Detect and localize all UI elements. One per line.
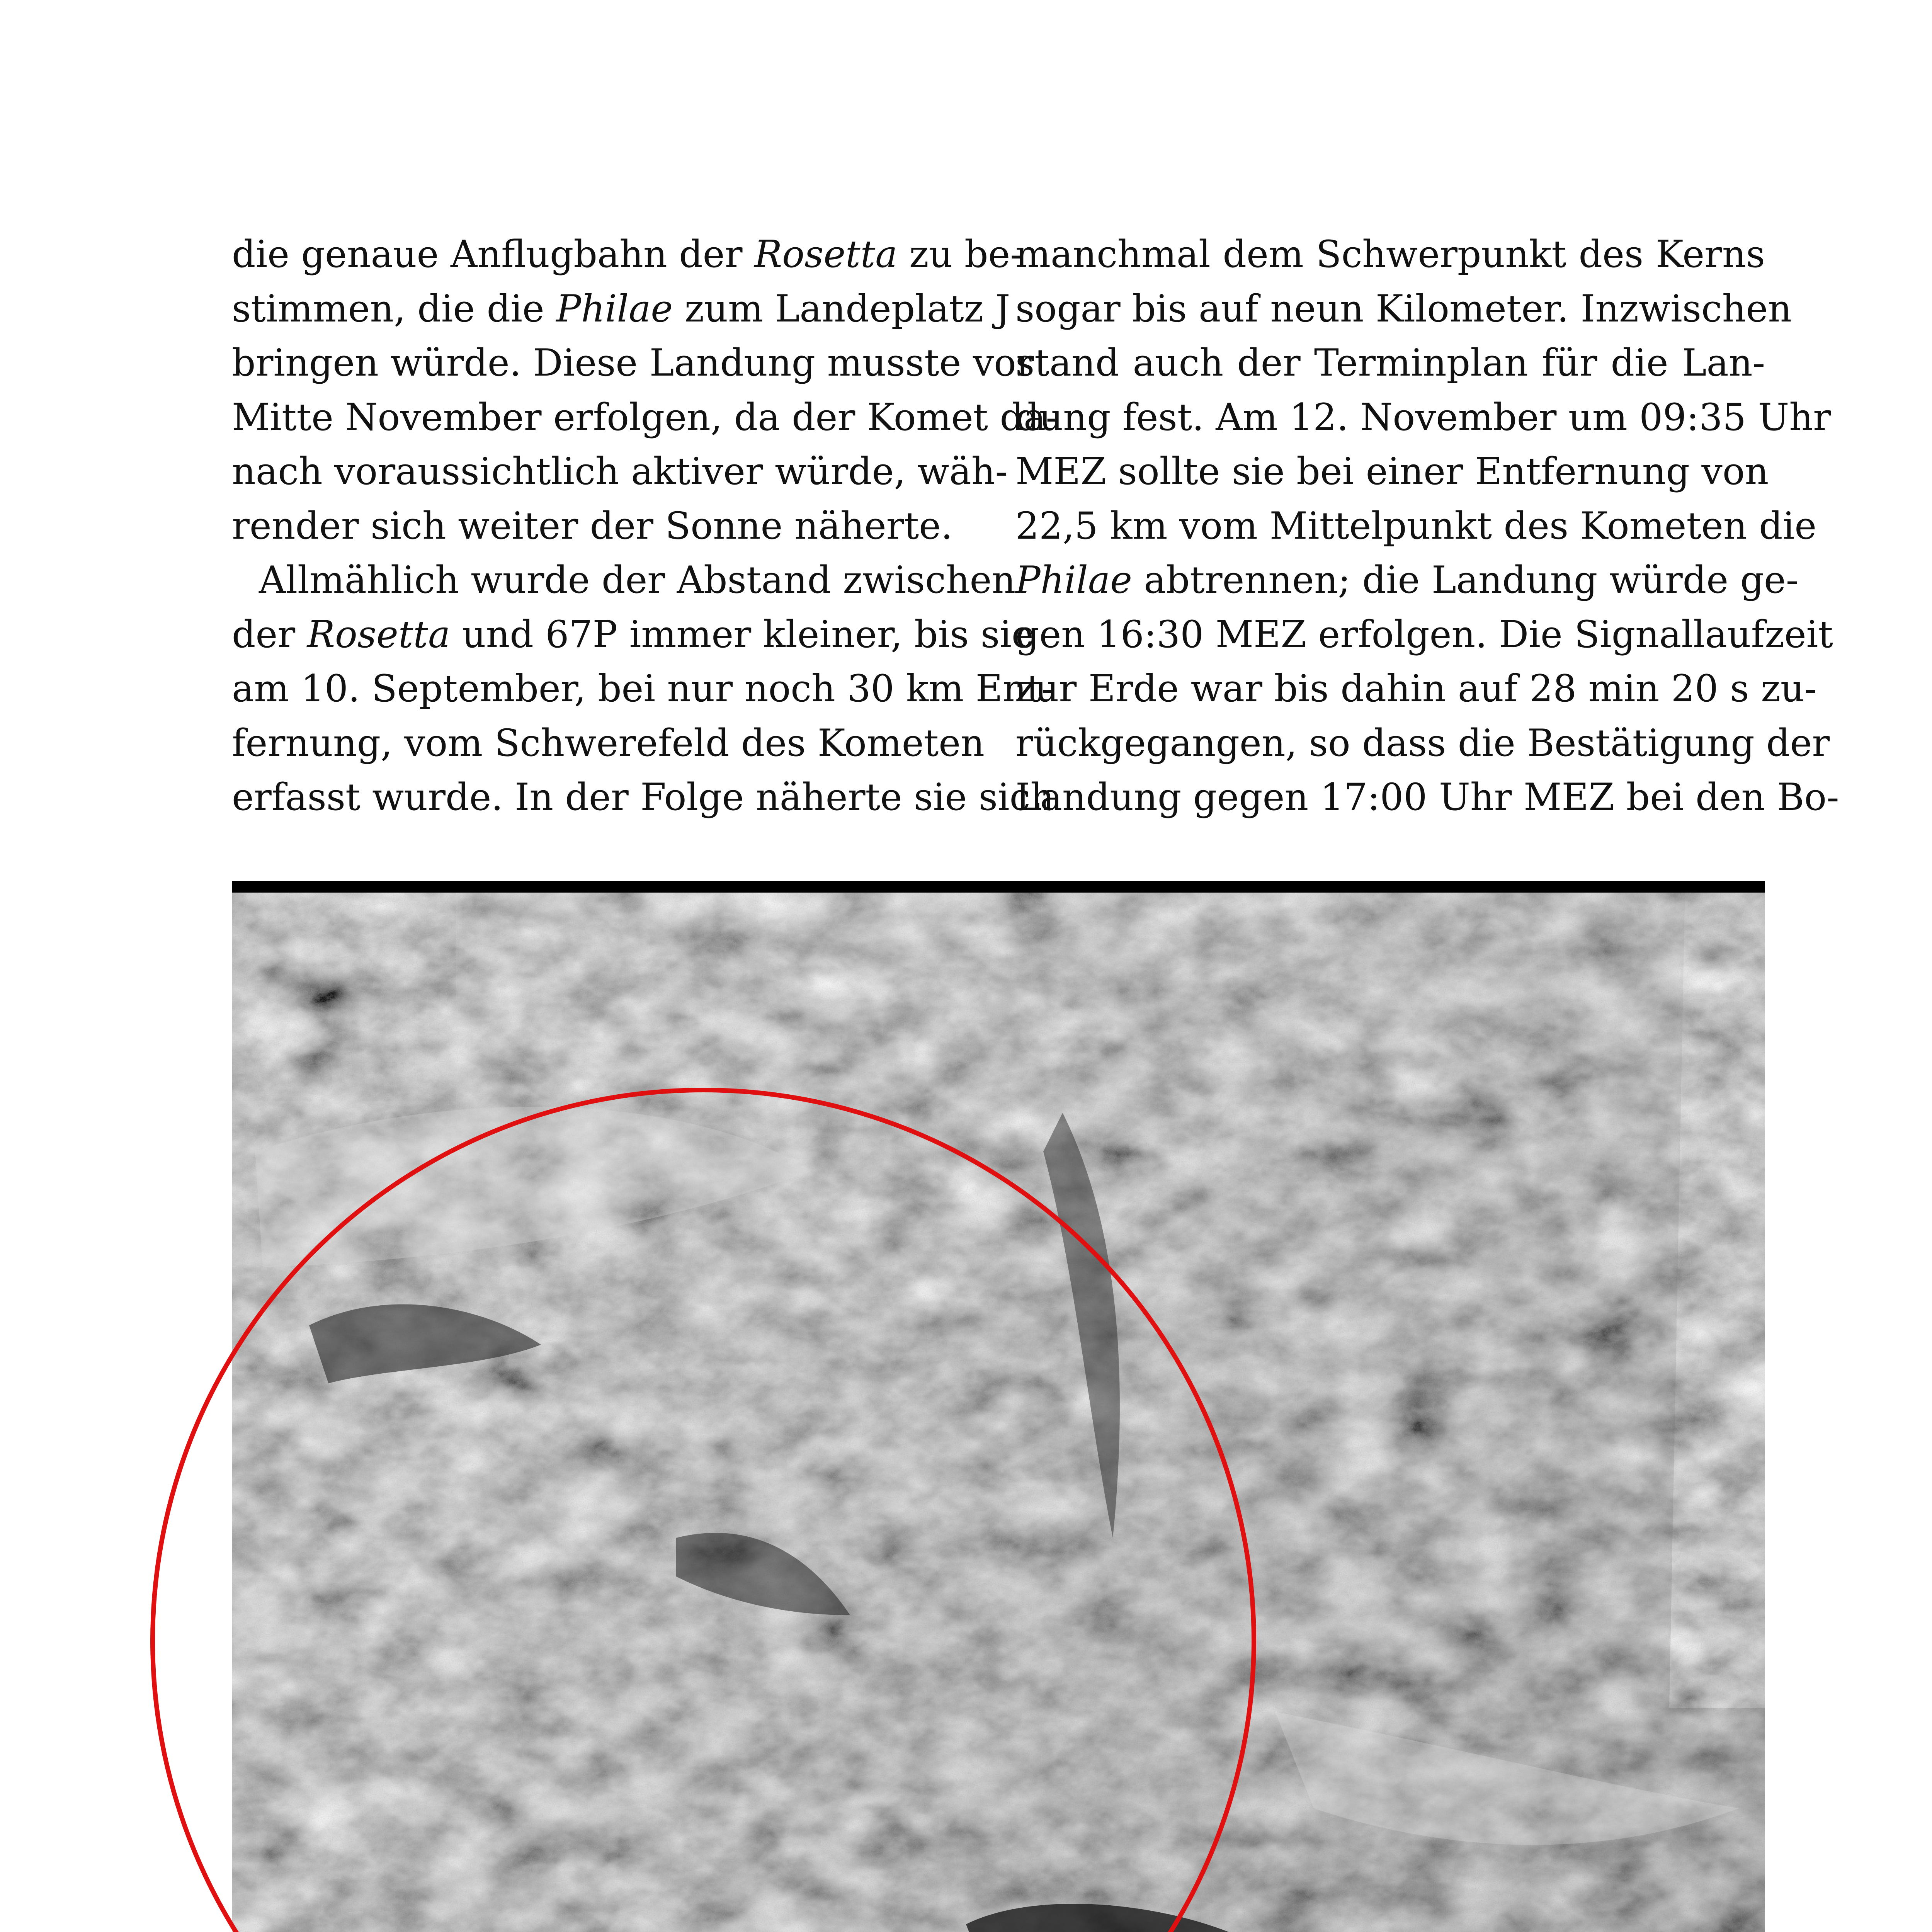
text-line: erfasst wurde. In der Folge näherte sie sich [232, 776, 1054, 819]
text-line: 22,5 km vom Mittelpunkt des Kometen die [1015, 504, 1817, 548]
text-line: Mitte November erfolgen, da der Komet da- [232, 395, 1058, 439]
text-line: stimmen, die die Philae zum Landeplatz J [232, 287, 1010, 330]
text-line: rückgegangen, so dass die Bestätigung der [1015, 721, 1830, 765]
text-line: stand auch der Terminplan für die Lan- [1015, 341, 1765, 384]
text-line: bringen würde. Diese Landung musste vor [232, 341, 1034, 384]
text-line: die genaue Anflugbahn der Rosetta zu be- [232, 233, 1023, 276]
text-line: MEZ sollte sie bei einer Entfernung von [1015, 450, 1769, 493]
text-line: der Rosetta und 67P immer kleiner, bis sie [232, 612, 1034, 656]
text-line: zur Erde war bis dahin auf 28 min 20 s zu- [1015, 667, 1817, 710]
comet-surface-photo [232, 881, 1765, 1932]
text-line: am 10. September, bei nur noch 30 km Ent- [232, 667, 1054, 710]
text-line: dung fest. Am 12. November um 09:35 Uhr [1015, 395, 1831, 439]
comet-surface-image [232, 881, 1765, 1932]
text-line: sogar bis auf neun Kilometer. Inzwischen [1015, 287, 1792, 330]
text-line: Allmählich wurde der Abstand zwischen [259, 558, 1016, 602]
text-line: fernung, vom Schwerefeld des Kometen [232, 721, 985, 765]
text-line: gen 16:30 MEZ erfolgen. Die Signallaufzeit [1015, 612, 1833, 656]
right-text-column [1015, 227, 1839, 825]
text-line: Philae abtrennen; die Landung würde ge- [1015, 558, 1799, 602]
terrain [232, 893, 1765, 1932]
text-line: render sich weiter der Sonne näherte. [232, 504, 953, 548]
text-line: manchmal dem Schwerpunkt des Kerns [1015, 233, 1765, 276]
text-line: nach voraussichtlich aktiver würde, wäh- [232, 450, 1008, 493]
left-text-column [232, 227, 1058, 825]
text-line: Landung gegen 17:00 Uhr MEZ bei den Bo- [1015, 776, 1839, 819]
